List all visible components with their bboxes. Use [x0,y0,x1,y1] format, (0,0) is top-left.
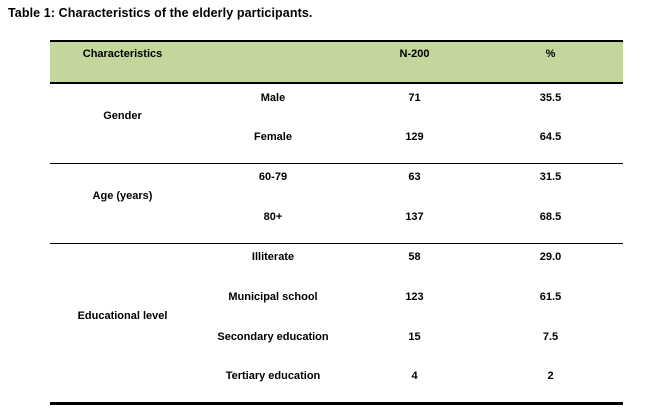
count-cell: 58 [351,243,478,283]
group-cell-gender: Gender [103,110,142,123]
table-row [50,163,623,203]
header-percent: % [478,41,623,83]
category-cell: Illiterate [195,243,351,283]
header-n200: N-200 [351,41,478,83]
table-caption: Table 1: Characteristics of the elderly participants. [8,6,313,20]
header-characteristics: Characteristics [50,41,195,83]
participants-table [50,40,623,405]
count-cell: 71 [408,91,421,104]
category-cell: 80+ [263,210,283,223]
category-cell: Tertiary education [225,370,321,383]
category-cell: Secondary education [217,331,329,343]
percent-cell: 61.5 [539,291,562,303]
percent-cell: 64.5 [539,130,562,143]
count-cell: 63 [351,163,478,203]
group-cell-age: Age (years) [50,163,195,243]
count-cell: 137 [405,210,424,223]
category-cell: Female [254,130,292,143]
percent-cell: 35.5 [539,91,562,104]
percent-cell: 68.5 [539,210,562,223]
count-cell: 4 [411,370,418,383]
group-cell-education: Educational level [50,243,195,403]
category-cell: Male [260,91,286,104]
percent-cell: 7.5 [542,331,559,343]
percent-cell: 29.0 [478,243,623,283]
count-cell: 15 [408,331,421,343]
category-cell: Municipal school [228,291,318,303]
table-row [50,83,623,123]
count-cell: 129 [405,130,424,143]
category-cell: 60-79 [195,163,351,203]
count-cell: 123 [405,291,424,303]
header-row [50,41,623,83]
header-spacer [195,41,351,83]
percent-cell: 31.5 [478,163,623,203]
table-row [50,243,623,283]
percent-cell: 2 [547,370,554,383]
